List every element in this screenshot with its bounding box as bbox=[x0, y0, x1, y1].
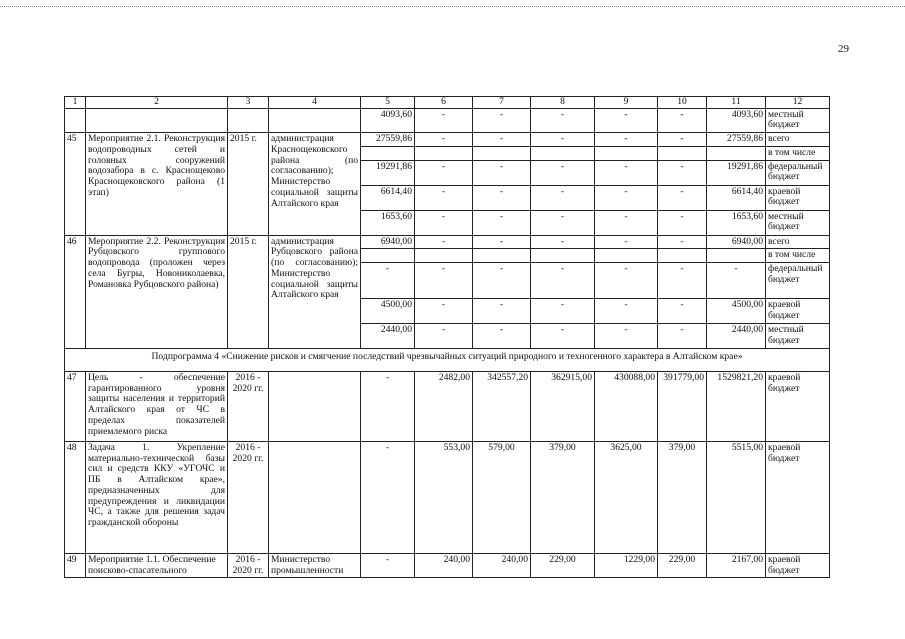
cell bbox=[658, 146, 707, 160]
column-numbers-row bbox=[65, 97, 830, 109]
cell: всего bbox=[766, 235, 830, 249]
cell bbox=[415, 146, 473, 160]
cell: - bbox=[707, 263, 766, 299]
cell: краевой бюджет bbox=[766, 441, 830, 553]
executor-cell bbox=[269, 371, 361, 441]
cell: - bbox=[531, 185, 595, 210]
cell bbox=[595, 249, 658, 263]
cell: - bbox=[658, 108, 707, 132]
cell: 2482,00 bbox=[415, 371, 473, 441]
year-cell: 2015 г. bbox=[228, 235, 269, 348]
executor-cell: администрация Краснощековского района (по согласованию); Министерство социальной защиты Алтайского края bbox=[269, 133, 361, 235]
cell: краевой бюджет bbox=[766, 185, 830, 210]
row-number: 47 bbox=[65, 371, 86, 441]
cell: - bbox=[595, 299, 658, 324]
cell: 240,00 bbox=[473, 553, 531, 577]
cell: - bbox=[415, 263, 473, 299]
page-number: 29 bbox=[838, 43, 849, 55]
measure-name: Мероприятие 2.2. Реконструкция Рубцовского группового водопровода (проложен через села Бугры, Новониколаевка, Романовка Рубцовского района) bbox=[86, 235, 228, 348]
cell: 2167,00 bbox=[707, 553, 766, 577]
cell: - bbox=[473, 235, 531, 249]
cell: - bbox=[415, 108, 473, 132]
col-header: 2 bbox=[86, 97, 228, 109]
year-cell: 2015 г. bbox=[228, 133, 269, 235]
cell: 362915,00 bbox=[531, 371, 595, 441]
cell: в том числе bbox=[766, 249, 830, 263]
table-row bbox=[65, 441, 830, 553]
table-row bbox=[65, 108, 830, 132]
measure-name: Мероприятие 1.1. Обеспечение поисково-спасательного bbox=[86, 553, 228, 577]
cell: - bbox=[473, 160, 531, 185]
cell: - bbox=[595, 185, 658, 210]
cell: 342557,20 bbox=[473, 371, 531, 441]
cell: - bbox=[658, 160, 707, 185]
cell: 3625,00 bbox=[595, 441, 658, 553]
table-row bbox=[65, 235, 830, 249]
cell: 240,00 bbox=[415, 553, 473, 577]
measure-name: Цель - обеспечение гарантированного уровня защиты населения и территорий Алтайского края от ЧС в пределах показателей приемлемого риска bbox=[86, 371, 228, 441]
cell: - bbox=[658, 210, 707, 235]
cell: - bbox=[415, 133, 473, 147]
col-header: 8 bbox=[531, 97, 595, 109]
cell: - bbox=[361, 553, 415, 577]
cell: 6614,40 bbox=[361, 185, 415, 210]
cell: - bbox=[415, 210, 473, 235]
subprogram-title: Подпрограмма 4 «Снижение рисков и смягчение последствий чрезвычайных ситуаций природного и техногенного характера в Алтайском крае» bbox=[65, 349, 830, 372]
cell bbox=[473, 146, 531, 160]
col-header: 12 bbox=[766, 97, 830, 109]
year-cell: 2016 - 2020 гг. bbox=[228, 553, 269, 577]
cell: 6940,00 bbox=[707, 235, 766, 249]
row-number: 46 bbox=[65, 235, 86, 348]
cell: - bbox=[361, 263, 415, 299]
cell: - bbox=[595, 108, 658, 132]
cell: 4500,00 bbox=[361, 299, 415, 324]
col-header: 11 bbox=[707, 97, 766, 109]
cell: 27559,86 bbox=[361, 133, 415, 147]
cell: краевой бюджет bbox=[766, 299, 830, 324]
cell: - bbox=[531, 133, 595, 147]
col-header: 4 bbox=[269, 97, 361, 109]
cell: - bbox=[531, 299, 595, 324]
executor-cell: администрация Рубцовского района (по согласованию); Министерство социальной защиты Алтайского края bbox=[269, 235, 361, 348]
cell: местный бюджет bbox=[766, 108, 830, 132]
year-cell: 2016 - 2020 гг. bbox=[228, 371, 269, 441]
cell bbox=[658, 249, 707, 263]
cell: 1529821,20 bbox=[707, 371, 766, 441]
cell bbox=[531, 249, 595, 263]
cell bbox=[707, 146, 766, 160]
cell: - bbox=[473, 133, 531, 147]
cell: всего bbox=[766, 133, 830, 147]
cell: 379,00 bbox=[531, 441, 595, 553]
table-row bbox=[65, 371, 830, 441]
cell: в том числе bbox=[766, 146, 830, 160]
cell: - bbox=[473, 299, 531, 324]
cell: - bbox=[415, 299, 473, 324]
row-number: 48 bbox=[65, 441, 86, 553]
cell: 2440,00 bbox=[361, 324, 415, 349]
cell: - bbox=[531, 324, 595, 349]
cell bbox=[361, 146, 415, 160]
cell: - bbox=[415, 235, 473, 249]
cell: 4093,60 bbox=[361, 108, 415, 132]
cell bbox=[473, 249, 531, 263]
cell: - bbox=[531, 235, 595, 249]
cell: - bbox=[595, 133, 658, 147]
cell: - bbox=[595, 235, 658, 249]
cell: - bbox=[531, 263, 595, 299]
cell: - bbox=[473, 263, 531, 299]
cell: - bbox=[415, 185, 473, 210]
cell: - bbox=[415, 324, 473, 349]
cell: - bbox=[361, 371, 415, 441]
cell: 5515,00 bbox=[707, 441, 766, 553]
cell bbox=[595, 146, 658, 160]
cell: - bbox=[658, 185, 707, 210]
measure-name: Задача 1. Укрепление материально-технической базы сил и средств ККУ «УГОЧС и ПБ в Алтайском крае», предназначенных для предупреждения и ликвидации ЧС, а также для решения задач гражданской обороны bbox=[86, 441, 228, 553]
row-number: 49 bbox=[65, 553, 86, 577]
col-header: 10 bbox=[658, 97, 707, 109]
cell: федеральный бюджет bbox=[766, 263, 830, 299]
cell: 553,00 bbox=[415, 441, 473, 553]
cell: местный бюджет bbox=[766, 324, 830, 349]
row-number: 45 bbox=[65, 133, 86, 235]
col-header: 5 bbox=[361, 97, 415, 109]
cell: - bbox=[595, 210, 658, 235]
cell: - bbox=[473, 108, 531, 132]
col-header: 1 bbox=[65, 97, 86, 109]
table-row bbox=[65, 133, 830, 147]
cell bbox=[707, 249, 766, 263]
cell: - bbox=[531, 210, 595, 235]
cell: 27559,86 bbox=[707, 133, 766, 147]
cell: 229,00 bbox=[531, 553, 595, 577]
cell bbox=[361, 249, 415, 263]
cell: - bbox=[473, 185, 531, 210]
cell: - bbox=[595, 324, 658, 349]
cell: федеральный бюджет bbox=[766, 160, 830, 185]
cell: 1653,60 bbox=[707, 210, 766, 235]
cell: - bbox=[415, 160, 473, 185]
cell: - bbox=[658, 263, 707, 299]
cell: 6614,40 bbox=[707, 185, 766, 210]
cell: 430088,00 bbox=[595, 371, 658, 441]
year-cell: 2016 - 2020 гг. bbox=[228, 441, 269, 553]
cell: 391779,00 bbox=[658, 371, 707, 441]
measure-name: Мероприятие 2.1. Реконструкция водопроводных сетей и головных сооружений водозабора в с. Краснощеково Краснощековского района (1 этап) bbox=[86, 133, 228, 235]
cell: 1653,60 bbox=[361, 210, 415, 235]
cell: - bbox=[361, 441, 415, 553]
cell: - bbox=[658, 133, 707, 147]
cell: - bbox=[531, 108, 595, 132]
cell: 4500,00 bbox=[707, 299, 766, 324]
cell: - bbox=[595, 160, 658, 185]
cell: - bbox=[473, 324, 531, 349]
cell: 6940,00 bbox=[361, 235, 415, 249]
cell: 229,00 bbox=[658, 553, 707, 577]
cell: 379,00 bbox=[658, 441, 707, 553]
cell: 4093,60 bbox=[707, 108, 766, 132]
cell: - bbox=[658, 299, 707, 324]
subprogram-row bbox=[65, 349, 830, 372]
cell: - bbox=[658, 235, 707, 249]
cell: - bbox=[595, 263, 658, 299]
top-dotted-line bbox=[0, 6, 905, 7]
cell bbox=[531, 146, 595, 160]
budget-table bbox=[64, 96, 830, 578]
cell: - bbox=[473, 210, 531, 235]
executor-cell bbox=[269, 441, 361, 553]
cell: - bbox=[658, 324, 707, 349]
cell bbox=[415, 249, 473, 263]
cell: 1229,00 bbox=[595, 553, 658, 577]
col-header: 6 bbox=[415, 97, 473, 109]
table-row bbox=[65, 553, 830, 577]
cell: краевой бюджет bbox=[766, 553, 830, 577]
col-header: 7 bbox=[473, 97, 531, 109]
cell: 579,00 bbox=[473, 441, 531, 553]
cell: - bbox=[531, 160, 595, 185]
cell: краевой бюджет bbox=[766, 371, 830, 441]
cell: местный бюджет bbox=[766, 210, 830, 235]
col-header: 9 bbox=[595, 97, 658, 109]
col-header: 3 bbox=[228, 97, 269, 109]
cell: 19291,86 bbox=[707, 160, 766, 185]
cell: 2440,00 bbox=[707, 324, 766, 349]
executor-cell: Министерство промышленности bbox=[269, 553, 361, 577]
cell: 19291,86 bbox=[361, 160, 415, 185]
